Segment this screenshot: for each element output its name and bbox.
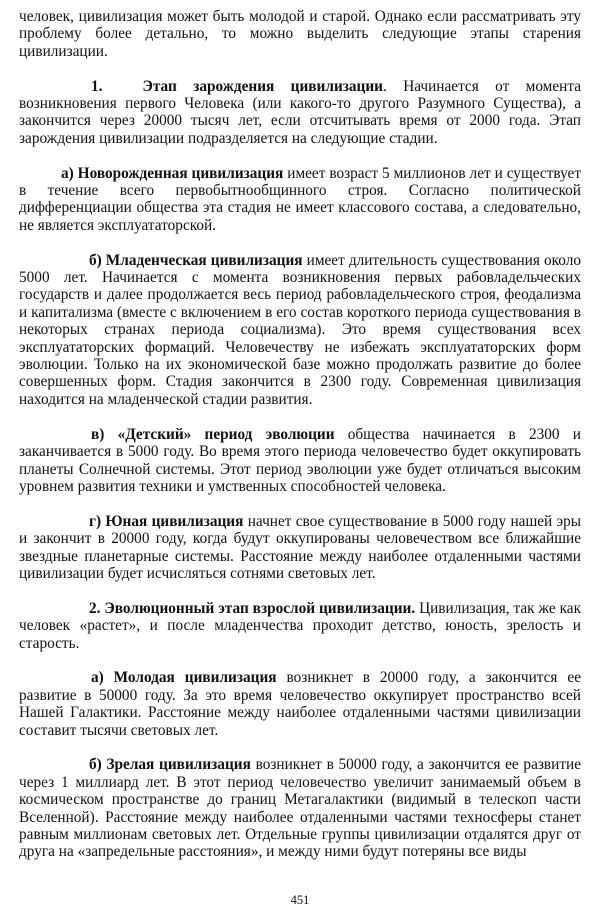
sub2-b-text: возникнет в 50000 году, а закончится ее развитие через 1 миллиард лет. В этот период человечество увеличит занимаемый объем в космическом пространстве до границ Метагалактики (видимый в телескоп части Вселенной). Расстояние между наиболее отдаленными частями техносферы станет равным миллионам световых лет. Отдельные группы цивилизации отдалятся друг от друга на «запредельные расстояния», и между ними будут потеряны все виды — [19, 756, 581, 861]
sub-g-text: начнет свое существование в 5000 году нашей эры и закончит в 20000 году, когда будут оккупированы человечеством все ближайшие звездные планетарные системы. Расстояние между наиболее отдаленными частями цивилизации будет исчисляться сотнями световых лет. — [19, 512, 582, 582]
sub-b-heading: б) Младенческая цивилизация — [89, 251, 303, 269]
sub-v-paragraph — [19, 426, 581, 496]
stage2-text: Цивилизация, так же как человек «растет», и после младенчества проходит детство, юность, зрелость и старость. — [19, 599, 581, 652]
document-page — [19, 8, 581, 861]
stage2-paragraph — [19, 600, 581, 652]
stage1-number: 1. — [91, 77, 103, 95]
sub-v-text: общества начинается в 2300 и заканчивается в 5000 году. Во время этого периода человечество будет оккупировать планеты Солнечной системы. Этот период эволюции уже будет отличаться высоким уровнем развития техники и умственных способностей человека. — [19, 425, 581, 495]
sub2-a-paragraph — [19, 669, 581, 739]
sub-b-paragraph — [19, 252, 581, 409]
sub2-a-text: возникнет в 20000 году, а закончится ее развитие в 50000 году. За это время человечество оккупирует пространство всей Нашей Галактики. Расстояние между наиболее отдаленными частями цивилизации составит тысячи световых лет. — [19, 669, 581, 739]
sub2-a-heading: а) Молодая цивилизация — [91, 669, 277, 687]
sub-g-heading: г) Юная цивилизация — [89, 512, 244, 530]
sub-g-paragraph — [19, 513, 581, 583]
sub2-b-paragraph — [19, 756, 581, 860]
sub2-b-heading: б) Зрелая цивилизация — [89, 756, 251, 774]
intro-paragraph: человек, цивилизация может быть молодой и старой. Однако если рассматривать эту проблему более детально, то можно выделить следующие этапы старения цивилизации. — [19, 8, 581, 60]
sub-a-heading: а) Новорожденная цивилизация — [61, 164, 284, 182]
sub-a-text: имеет возраст 5 миллионов лет и существует в течение всего первобытнообщинного строя. Согласно политической дифференциации общества эта стадия не имеет классового состава, а следовательно, не является эксплуататорской. — [19, 164, 582, 234]
sub-b-text: имеет длительность существования около 5000 лет. Начинается с момента возникновения первых рабовладельческих государств и далее продолжается весь период рабовладельческого строя, феодализма и капитализма (вместе с включением в его состав короткого периода существования в некоторых странах периода социализма). Это время существования всех эксплуататорских формаций. Человечеству не избежать эксплуататорских форм эволюции. Только на их экономической базе можно продолжать развитие до более совершенных форм. Стадия закончится в 2300 году. Современная цивилизация находится на младенческой стадии развития. — [19, 251, 581, 408]
stage2-heading: 2. Эволюционный этап взрослой цивилизации. — [89, 599, 416, 617]
sub-a-paragraph — [19, 165, 581, 235]
sub-v-heading: в) «Детский» период эволюции — [91, 425, 335, 443]
stage1-text: . Начинается от момента возникновения первого Человека (или какого-то другого Разумного Существа), а закончится через 20000 тысяч лет, если отсчитывать время от 2000 года. Этап зарождения цивилизации подразделяется на следующие стадии. — [19, 77, 581, 147]
stage1-paragraph — [19, 78, 581, 148]
stage1-heading: Этап зарождения цивилизации — [142, 77, 383, 95]
page-number: 451 — [290, 893, 310, 907]
